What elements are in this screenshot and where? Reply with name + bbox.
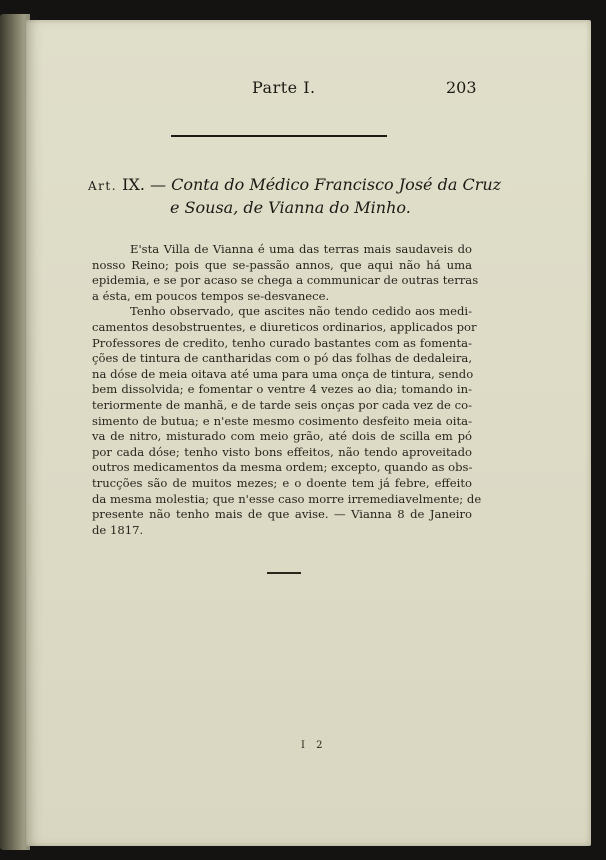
body-line: E'sta Villa de Vianna é uma das terras mais saudaveis do [130, 242, 472, 256]
body-line: va de nitro, misturado com meio grão, até dois de scilla em pó [92, 429, 472, 444]
body-line: epidemia, e se por acaso se chega a communicar de outras terras [92, 273, 479, 288]
article-number: IX. [122, 175, 145, 194]
page-number: 203 [446, 78, 477, 97]
page-sheet [26, 20, 591, 846]
part-heading: Parte I. [252, 78, 316, 97]
body-line: Professores de credito, tenho curado bastantes com as fomenta- [92, 335, 472, 350]
header-rule [171, 135, 387, 137]
article-body [92, 242, 482, 538]
body-line: outros medicamentos da mesma ordem; excepto, quando as obs- [92, 460, 473, 475]
article-title-line-2: e Sousa, de Vianna do Minho. [170, 198, 411, 217]
body-line: camentos desobstruentes, e diureticos ordinarios, applicados por [92, 319, 477, 334]
body-line: da mesma molestia; que n'esse caso morre irremediavelmente; de [92, 491, 482, 506]
body-line: teriormente de manhã, e de tarde seis onças por cada vez de co- [92, 397, 472, 412]
body-line: a ésta, em poucos tempos se-desvanece. [92, 288, 330, 303]
body-line: bem dissolvida; e fomentar o ventre 4 vezes ao dia; tomando in- [92, 382, 472, 397]
body-line: ções de tintura de cantharidas com o pó das folhas de dedaleira, [92, 351, 473, 366]
article-title-line-1 [88, 173, 548, 198]
body-line: trucções são de muitos mezes; e o doente tem já febre, effeito [92, 475, 472, 490]
signature-mark: I 2 [301, 740, 327, 751]
running-header [26, 78, 591, 106]
body-line: de 1817. [92, 522, 144, 537]
article-label: Art. [88, 179, 118, 193]
body-line: simento de butua; e n'este mesmo cosimento desfeito meia oita- [92, 413, 472, 428]
article-title [88, 173, 548, 217]
closing-rule [267, 572, 301, 574]
article-title-text: — Conta do Médico Francisco José da Cruz [150, 175, 502, 194]
body-line: por cada dóse; tenho visto bons effeitos, não tendo aproveitado [92, 444, 472, 459]
body-line: na dóse de meia oitava até uma para uma onça de tintura, sendo [92, 366, 474, 381]
body-line: nosso Reino; pois que se-passão annos, que aqui não há uma [92, 257, 472, 272]
body-line: presente não tenho mais de que avise. — Vianna 8 de Janeiro [92, 507, 472, 522]
body-line: Tenho observado, que ascites não tendo cedido aos medi- [130, 304, 472, 319]
